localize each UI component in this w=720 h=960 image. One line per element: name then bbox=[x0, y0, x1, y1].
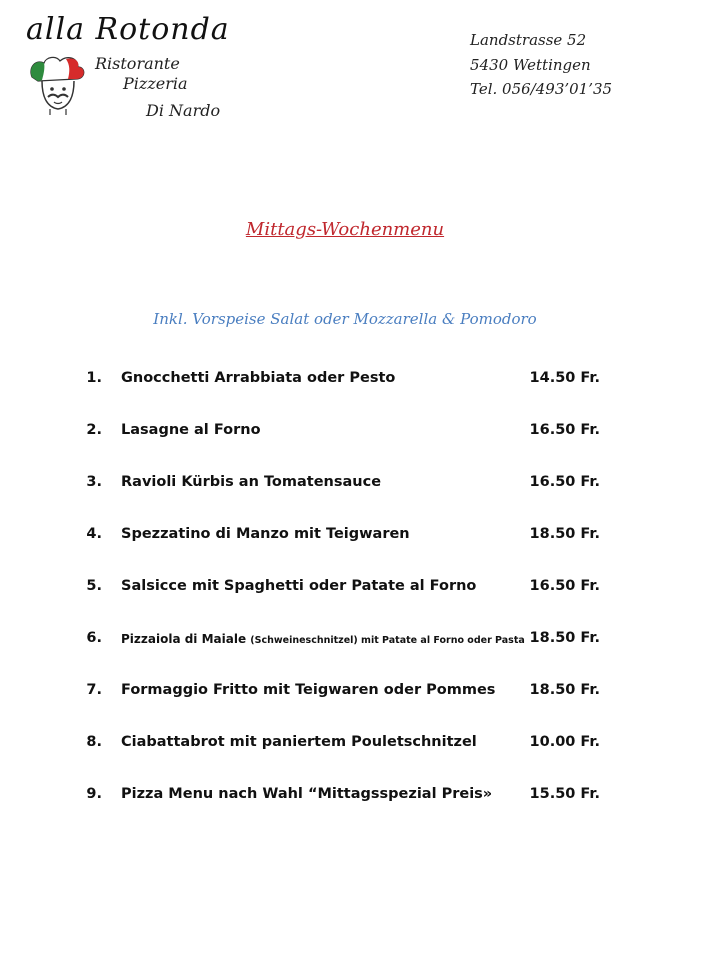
address-phone: Tel. 056/493’01’35 bbox=[470, 80, 613, 98]
item-price: 16.50 Fr. bbox=[529, 474, 600, 490]
subtitle-ristorante: Ristorante bbox=[95, 54, 180, 73]
item-name: Gnocchetti Arrabbiata oder Pesto bbox=[121, 370, 396, 386]
address-street: Landstrasse 52 bbox=[470, 31, 587, 49]
item-name bbox=[121, 632, 525, 646]
item-name: Formaggio Fritto mit Teigwaren oder Pommes bbox=[121, 682, 496, 698]
item-name: Lasagne al Forno bbox=[121, 422, 261, 438]
item-number: 7. bbox=[86, 682, 102, 698]
item-price: 18.50 Fr. bbox=[529, 526, 600, 542]
item-price: 16.50 Fr. bbox=[529, 578, 600, 594]
item-number: 1. bbox=[86, 370, 102, 386]
item-price: 15.50 Fr. bbox=[529, 786, 600, 802]
item-name-note: (Schweineschnitzel) mit Patate al Forno oder Pasta bbox=[250, 635, 525, 646]
item-price: 10.00 Fr. bbox=[529, 734, 600, 750]
menu-item bbox=[0, 368, 720, 420]
menu-title: Mittags-Wochenmenu bbox=[245, 219, 445, 240]
item-name: Spezzatino di Manzo mit Teigwaren bbox=[121, 526, 410, 542]
subtitle-di-nardo: Di Nardo bbox=[146, 101, 221, 120]
item-price: 14.50 Fr. bbox=[529, 370, 600, 386]
menu-item bbox=[0, 576, 720, 628]
menu-item bbox=[0, 628, 720, 680]
item-number: 9. bbox=[86, 786, 102, 802]
subtitle-pizzeria: Pizzeria bbox=[123, 74, 188, 93]
item-number: 5. bbox=[86, 578, 102, 594]
menu-item bbox=[0, 472, 720, 524]
item-price: 16.50 Fr. bbox=[529, 422, 600, 438]
menu-item bbox=[0, 680, 720, 732]
item-name-main: Pizzaiola di Maiale bbox=[121, 632, 247, 646]
brand-name: alla Rotonda bbox=[26, 12, 230, 47]
item-number: 8. bbox=[86, 734, 102, 750]
address-city: 5430 Wettingen bbox=[470, 56, 591, 74]
chef-logo-icon bbox=[28, 55, 88, 117]
item-number: 4. bbox=[86, 526, 102, 542]
item-name: Ravioli Kürbis an Tomatensauce bbox=[121, 474, 382, 490]
menu-item bbox=[0, 524, 720, 576]
item-name: Ciabattabrot mit paniertem Pouletschnitzel bbox=[121, 734, 477, 750]
menu-item bbox=[0, 784, 720, 836]
menu-item bbox=[0, 732, 720, 784]
menu-list bbox=[0, 368, 720, 836]
item-name: Salsicce mit Spaghetti oder Patate al Forno bbox=[121, 578, 477, 594]
item-number: 3. bbox=[86, 474, 102, 490]
menu-item bbox=[0, 420, 720, 472]
menu-subtitle: Inkl. Vorspeise Salat oder Mozzarella & Pomodoro bbox=[153, 310, 537, 328]
item-name: Pizza Menu nach Wahl “Mittagsspezial Preis» bbox=[121, 786, 493, 802]
item-price: 18.50 Fr. bbox=[529, 630, 600, 646]
item-number: 2. bbox=[86, 422, 102, 438]
item-price: 18.50 Fr. bbox=[529, 682, 600, 698]
item-number: 6. bbox=[86, 630, 102, 646]
